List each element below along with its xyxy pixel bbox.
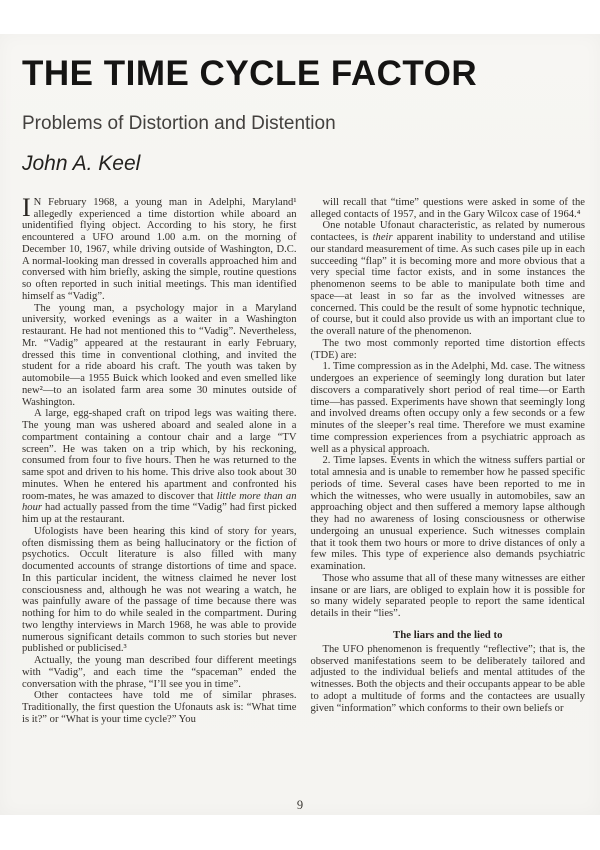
page-content [0, 34, 600, 815]
page-number: 9 [296, 798, 304, 812]
paragraph: One notable Ufonaut characteristic, as related by numerous contactees, is their apparent inability to understand and utilise our standard measurement of time. As such cases pile up in each succeeding “flap” it is becoming more and more obvious that a very special time factor exists, and in some instances the phenomenon seems to be able to manipulate both time and space—at least in so far as the involved witnesses are concerned. This could be the result of some hypnotic technique, of course, but it could also provide us with an important clue to the overall nature of the phenomenon. [310, 220, 585, 337]
article-title: THE TIME CYCLE FACTOR [22, 54, 478, 93]
article-body [22, 192, 585, 785]
author-byline: John A. Keel [22, 151, 141, 175]
paragraph: The young man, a psychology major in a Maryland university, worked evenings as a waiter in a Washington restaurant. He had not mentioned this to “Vadig”. Nevertheless, Mr. “Vadig” appeared at the restaurant in early February, dressed this time in conventional clothing, and invited the student for a ride aboard his craft. The youth was taken by automobile—a 1955 Buick which looked and even smelled like new²—to an isolated farm area some 30 minutes outside of Washington. [22, 302, 297, 408]
paragraph: A large, egg-shaped craft on tripod legs was waiting there. The young man was ushered aboard and sealed alone in a compartment containing a contour chair and a large “TV screen”. He was taken on a trip which, by his reckoning, consumed from four to five hours. Then he was returned to the same spot and driven to his home. This drive also took about 30 minutes. When he entered his apartment and confronted his room-mates, he was amazed to discover that little more than an hour had actually passed from the time “Vadig” had first picked him up at the restaurant. [22, 408, 297, 525]
paragraph: will recall that “time” questions were asked in some of the alleged contacts of 1957, and in the Gary Wilcox case of 1964.⁴ [310, 196, 585, 220]
article-subtitle: Problems of Distortion and Distention [22, 112, 336, 134]
drop-cap: I [22, 192, 31, 222]
paragraph [22, 192, 297, 303]
paragraph: Those who assume that all of these many witnesses are either insane or are liars, are obliged to explain how it is possible for so many widely separated people to report the same identical details in their “lies”. [310, 572, 585, 619]
paragraph: 1. Time compression as in the Adelphi, Md. case. The witness undergoes an experience of seemingly long duration but later discovers a comparatively short period of real time—or Earth time—has passed. Experiments have shown that seemingly long and involved dreams often occupy only a few seconds or a few minutes of the sleeper’s real time. Therefore we must examine time compression experiences from a psychiatric approach as well as a physical approach. [310, 361, 585, 455]
left-column [22, 192, 297, 726]
paragraph: Ufologists have been hearing this kind of story for years, often dismissing them as being hallucinatory or the fiction of psychotics. Occult literature is also filled with many documented accounts of strange distortions of time and space. In this particular incident, the witness claimed he never lost consciousness and, although he was not wearing a watch, he was painfully aware of the passage of time because there was nothing for him to do while sealed in the compartment. During two lengthy interviews in March 1968, he was able to provide numerous significant details common to such stories but never published or publicised.³ [22, 525, 297, 655]
paragraph: 2. Time lapses. Events in which the witness suffers partial or total amnesia and is unable to remember how he passed specific periods of time. Several cases have been reported to me in which the witnesses, who were usually in automobiles, saw an approaching object and then suffered a memory lapse although they had no awareness of losing consciousness or otherwise undergoing an unusual experience. Such witnesses complain that it took them two hours or more to drive distances of only a few miles. This type of experience also demands psychiatric examination. [310, 455, 585, 572]
right-column [311, 197, 586, 715]
paragraph: Other contactees have told me of similar phrases. Traditionally, the first question the Ufonauts ask is: “What time is it?” or “What is your time cycle?” You [22, 690, 297, 725]
paragraph: The two most commonly reported time distortion effects (TDE) are: [310, 337, 585, 361]
section-heading: The liars and the lied to [393, 628, 503, 641]
paragraph: The UFO phenomenon is frequently “reflective”; that is, the observed manifestations seem to be deliberately tailored and adjusted to the individual beliefs and mental attitudes of the witnesses. Both the objects and their occupants appear to be able to adopt a multitude of forms and the contactees are usually given “information” which conforms to their own beliefs or [310, 643, 585, 714]
magazine-page [0, 34, 600, 815]
paragraph: Actually, the young man described four different meetings with “Vadig”, and each time the “spaceman” ended the conversation with the phrase, “I’ll see you in time”. [22, 655, 297, 690]
lead-text: N February 1968, a young man in Adelphi, Maryland¹ allegedly experienced a time distortion while aboard an unidentified flying object. According to his story, he first encountered a UFO around 1.00 a.m. on the morning of December 10, 1967, while driving outside of Washington, D.C. A normal-looking man dressed in coveralls approached him and conversed with him briefly, asking the simple, routine questions so often reported in such initial meetings. This man identified himself as “Vadig”. [22, 196, 297, 302]
